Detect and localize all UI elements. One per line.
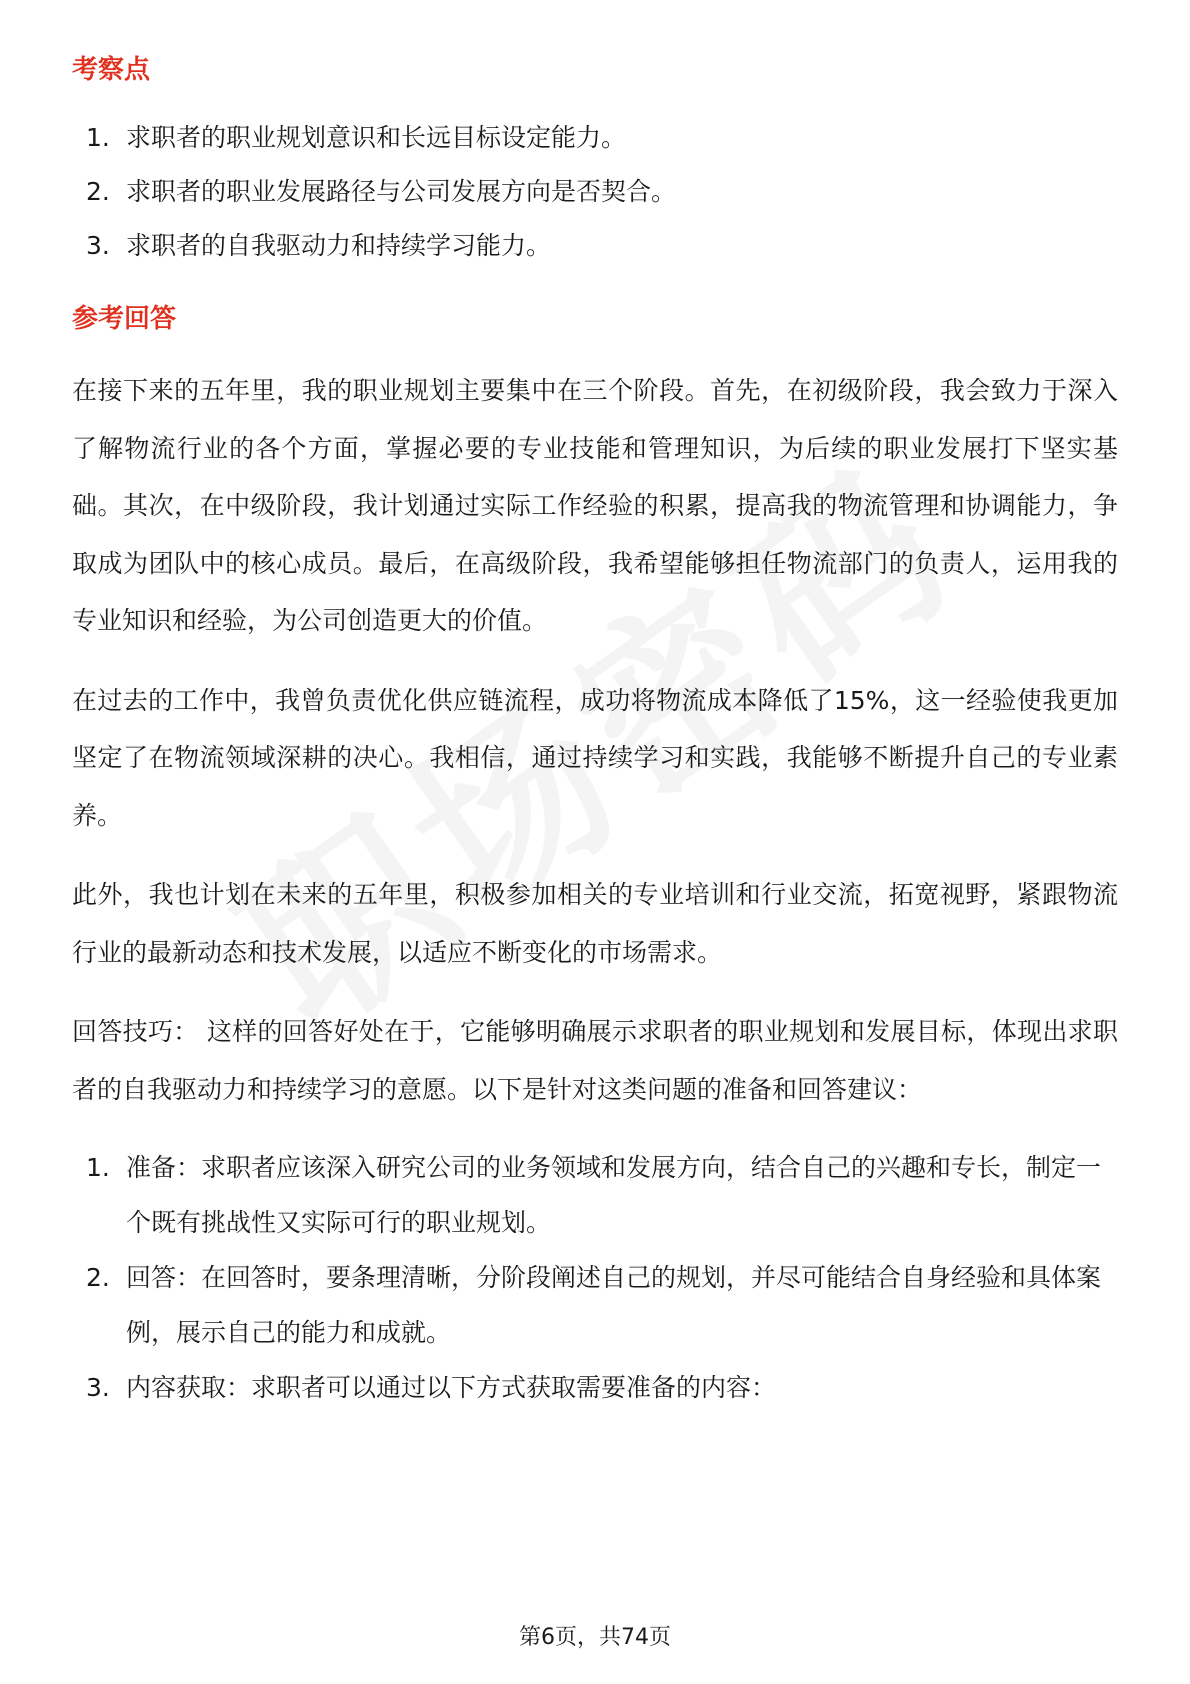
answer-paragraph: 在过去的工作中，我曾负责优化供应链流程，成功将物流成本降低了15%，这一经验使我更加坚定了在物流领域深耕的决心。我相信，通过持续学习和实践，我能够不断提升自己的专业素养。 — [72, 685, 1118, 830]
list-number: 2. — [86, 1263, 110, 1292]
list-number: 2. — [86, 177, 110, 206]
list-item-text: 求职者的职业规划意识和长远目标设定能力。 — [126, 123, 627, 152]
list-item — [72, 1360, 1118, 1415]
list-number: 3. — [86, 231, 110, 260]
list-item — [72, 1140, 1118, 1250]
section-heading-assessment: 考察点 — [72, 55, 151, 85]
list-item — [72, 165, 1118, 219]
list-item-text: 求职者的自我驱动力和持续学习能力。 — [126, 231, 552, 260]
answer-tips-paragraph: 回答技巧： 这样的回答好处在于，它能够明确展示求职者的职业规划和发展目标，体现出求职者的自我驱动力和持续学习的意愿。以下是针对这类问题的准备和回答建议： — [72, 1017, 1118, 1104]
list-number: 1. — [86, 1153, 110, 1182]
assessment-list — [72, 111, 1118, 273]
list-item-text: 求职者的职业发展路径与公司发展方向是否契合。 — [126, 177, 677, 206]
page-content — [72, 50, 1118, 1415]
list-number: 3. — [86, 1373, 110, 1402]
section-heading-reference-answer: 参考回答 — [72, 304, 177, 334]
list-item-text: 内容获取：求职者可以通过以下方式获取需要准备的内容： — [126, 1373, 777, 1402]
list-item — [72, 111, 1118, 165]
answer-paragraph: 在接下来的五年里，我的职业规划主要集中在三个阶段。首先，在初级阶段，我会致力于深入了解物流行业的各个方面，掌握必要的专业技能和管理知识，为后续的职业发展打下坚实基础。其次，在中级阶段，我计划通过实际工作经验的积累，提高我的物流管理和协调能力，争取成为团队中的核心成员。最后，在高级阶段，我希望能够担任物流部门的负责人，运用我的专业知识和经验，为公司创造更大的价值。 — [72, 376, 1118, 635]
list-item — [72, 1250, 1118, 1360]
list-item — [72, 219, 1118, 273]
list-item-text: 准备：求职者应该深入研究公司的业务领域和发展方向，结合自己的兴趣和专长，制定一个既有挑战性又实际可行的职业规划。 — [126, 1153, 1102, 1237]
list-item-text: 回答：在回答时，要条理清晰，分阶段阐述自己的规划，并尽可能结合自身经验和具体案例，展示自己的能力和成就。 — [126, 1263, 1102, 1347]
answer-paragraph: 此外，我也计划在未来的五年里，积极参加相关的专业培训和行业交流，拓宽视野，紧跟物流行业的最新动态和技术发展，以适应不断变化的市场需求。 — [72, 880, 1118, 967]
list-number: 1. — [86, 123, 110, 152]
tips-list — [72, 1140, 1118, 1415]
page-number-footer: 第6页，共74页 — [519, 1625, 671, 1650]
